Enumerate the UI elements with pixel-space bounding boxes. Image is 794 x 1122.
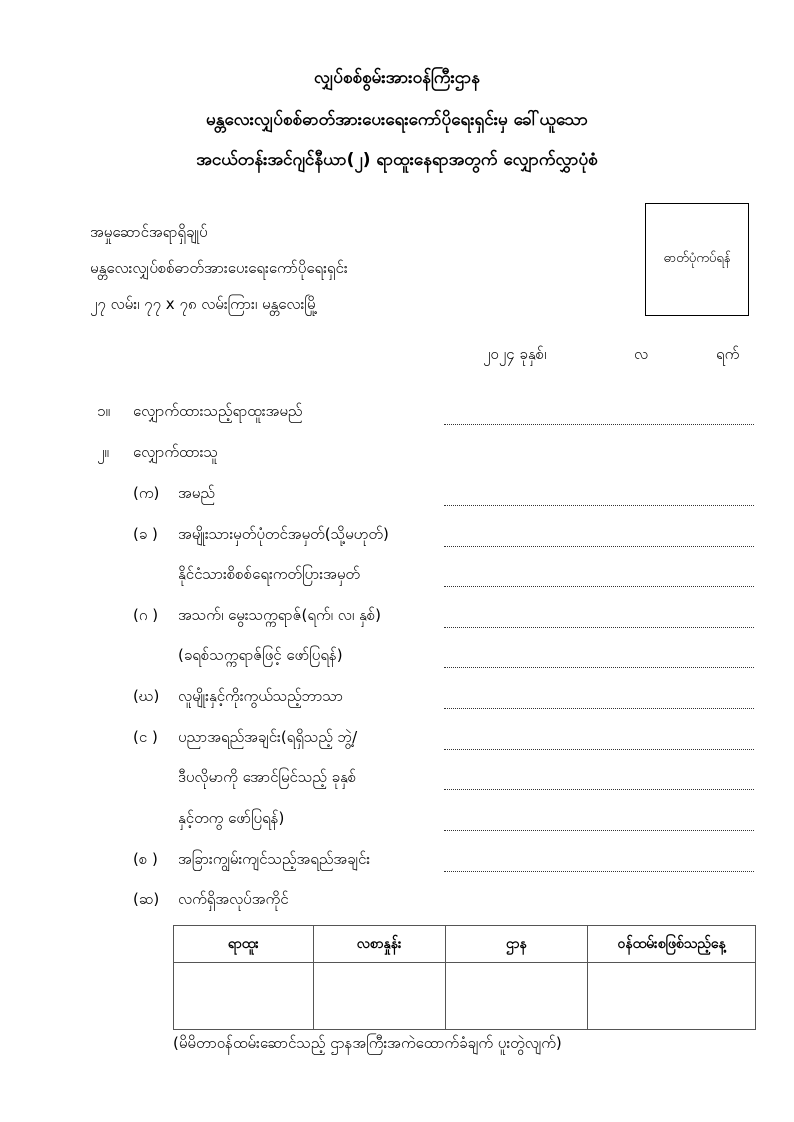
item-nga-field-1[interactable] — [444, 749, 754, 750]
item-nga-number: (င ) — [133, 728, 158, 746]
item-1-label: လျှောက်ထားသည့်ရာထူးအမည် — [133, 402, 303, 420]
address-line3: ၂၇ လမ်း၊ ၇၇ x ၇၈ လမ်းကြား၊ မန္တလေးမြို့ — [90, 295, 318, 313]
item-gha-label: လူမျိုးနှင့်ကိုးကွယ်သည့်ဘာသာ — [178, 687, 344, 705]
current-job-table — [173, 925, 756, 1030]
item-sa-label: အခြားကျွမ်းကျင်သည့်အရည်အချင်း — [178, 850, 371, 868]
item-ga-label-2: (ခရစ်သက္ကရာဇ်ဖြင့် ဖော်ပြရန်) — [178, 646, 343, 664]
item-ka-number: (က) — [133, 484, 160, 502]
item-gha-field[interactable] — [444, 708, 754, 709]
item-ga-field-1[interactable] — [444, 627, 754, 628]
item-nga-label: ပညာအရည်အချင်း(ရရှိသည့် ဘွဲ့/ — [178, 728, 358, 746]
item-hsa-number: (ဆ) — [133, 890, 160, 908]
item-nga-field-2[interactable] — [444, 789, 754, 790]
item-hsa-label: လက်ရှိအလုပ်အကိုင် — [178, 890, 289, 908]
item-ka-field[interactable] — [444, 505, 754, 506]
address-line1: အမှုဆောင်အရာရှိချုပ် — [90, 223, 208, 241]
item-kha-label: အမျိုးသားမှတ်ပုံတင်အမှတ်(သို့မဟုတ်) — [178, 525, 389, 543]
table-cell-position[interactable] — [174, 963, 314, 1030]
item-kha-label-2: နိုင်ငံသားစိစစ်ရေးကတ်ပြားအမှတ် — [178, 565, 361, 583]
photo-box[interactable] — [645, 203, 749, 316]
table-cell-department[interactable] — [445, 963, 588, 1030]
date-year: ၂၀၂၄ ခုနှစ်၊ — [483, 345, 547, 363]
item-nga-field-3[interactable] — [444, 830, 754, 831]
item-ga-field-2[interactable] — [444, 667, 754, 668]
form-title-line1: လျှပ်စစ်စွမ်းအားဝန်ကြီးဌာန — [314, 68, 480, 88]
table-header-salary: လစာနှုန်း — [313, 926, 445, 963]
item-nga-label-2: ဒီပလိုမာကို အောင်မြင်သည့် ခုနှစ် — [178, 768, 357, 786]
table-header-department: ဌာန — [445, 926, 588, 963]
item-kha-field-2[interactable] — [444, 586, 754, 587]
form-title-line2: မန္တလေးလျှပ်စစ်ဓာတ်အားပေးရေးကော်ပိုရေးရှင်းမှ ခေါ်ယူသော — [206, 110, 588, 130]
table-header-row — [174, 926, 756, 963]
item-kha-number: (ခ ) — [133, 525, 158, 543]
item-sa-field[interactable] — [444, 871, 754, 872]
table-cell-salary[interactable] — [313, 963, 445, 1030]
footer-note: (မိမိတာဝန်ထမ်းဆောင်သည့် ဌာနအကြီးအကဲထောက်ခံချက် ပူးတွဲလျက်) — [173, 1034, 562, 1052]
table-header-start-date: ဝန်ထမ်းစဖြစ်သည့်နေ့ — [588, 926, 756, 963]
item-nga-label-3: နှင့်တကွ ဖော်ပြရန်) — [178, 809, 285, 827]
date-day: ရက် — [716, 345, 740, 363]
item-2-number: ၂။ — [97, 443, 109, 461]
item-gha-number: (ဃ) — [133, 687, 160, 705]
table-header-position: ရာထူး — [174, 926, 314, 963]
item-ga-label: အသက်၊ မွေးသက္ကရာဇ်(ရက်၊ လ၊ နှစ်) — [178, 606, 382, 624]
form-title-line3: အငယ်တန်းအင်ဂျင်နီယာ(၂) ရာထူးနေရာအတွက် လျှောက်လွှာပုံစံ — [196, 150, 598, 170]
item-ka-label: အမည် — [178, 484, 215, 502]
table-cell-start-date[interactable] — [588, 963, 756, 1030]
item-2-label: လျှောက်ထားသူ — [133, 443, 218, 461]
item-ga-number: (ဂ ) — [133, 606, 159, 624]
item-kha-field-1[interactable] — [444, 546, 754, 547]
address-line2: မန္တလေးလျှပ်စစ်ဓာတ်အားပေးရေးကော်ပိုရေးရှင်း — [90, 259, 348, 277]
item-1-number: ၁။ — [97, 402, 110, 420]
item-sa-number: (စ ) — [133, 850, 158, 868]
date-month: လ — [634, 345, 649, 363]
item-1-field[interactable] — [444, 424, 754, 425]
photo-box-label: ဓာတ်ပုံကပ်ရန် — [663, 251, 731, 266]
table-row — [174, 963, 756, 1030]
